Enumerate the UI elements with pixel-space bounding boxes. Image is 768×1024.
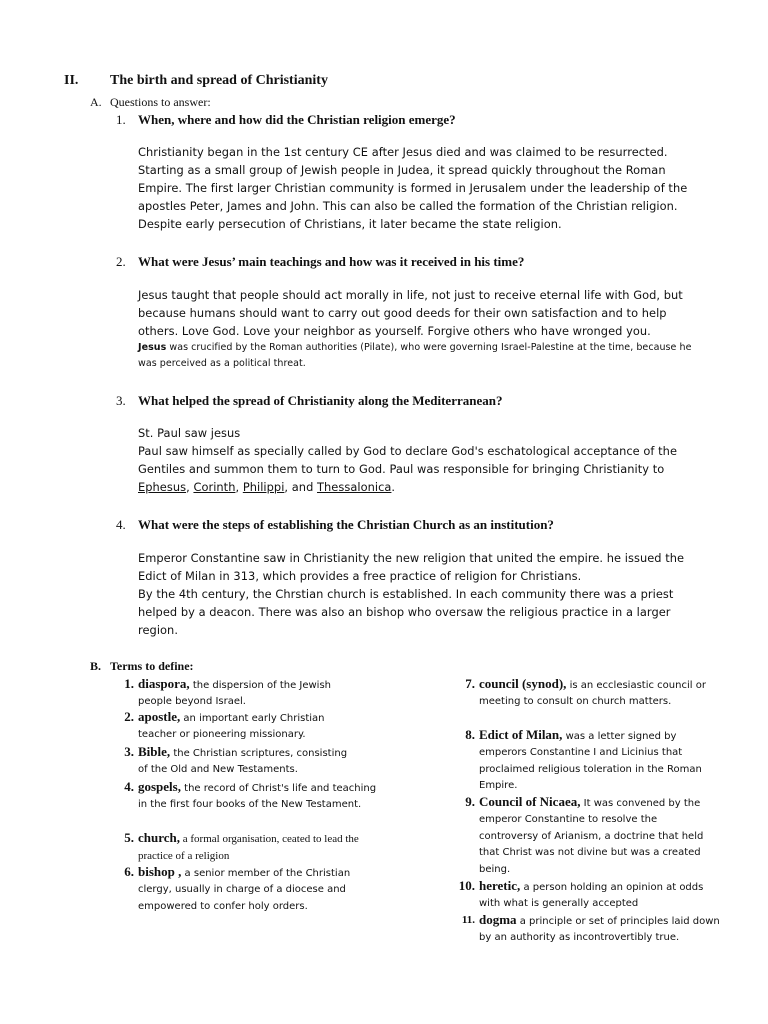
- question-1: [116, 112, 456, 128]
- term-definition: a formal organisation, ceated to lead the practice of a religion: [138, 833, 359, 863]
- link-separator: , and: [284, 480, 318, 494]
- term-number: 6.: [124, 864, 134, 879]
- term-item: [124, 864, 378, 915]
- answer-note-bold: Jesus: [138, 342, 167, 353]
- term-word: Bible,: [138, 744, 171, 759]
- questions-heading-label: Questions to answer:: [110, 95, 211, 109]
- term-item: [465, 676, 719, 711]
- answer-4: [138, 549, 698, 639]
- question-number: 1.: [116, 112, 126, 127]
- link-ephesus[interactable]: Ephesus: [138, 480, 187, 494]
- answer-note-text: was crucified by the Roman authorities (Pilate), who were governing Israel-Palestine at the time, because he was perceived as a political threat.: [138, 342, 692, 369]
- link-corinth[interactable]: Corinth: [193, 480, 236, 494]
- question-3: [116, 393, 502, 409]
- question-text: What were Jesus’ main teachings and how was it received in his time?: [138, 254, 525, 269]
- term-number: 10.: [458, 878, 475, 893]
- questions-heading-letter: A.: [90, 95, 102, 109]
- question-4: [116, 517, 554, 533]
- term-definition: It was convened by the emperor Constantine to resolve the controversy of Arianism, a doctrine that held that Christ was not divine but was a created being.: [479, 798, 704, 875]
- term-word: bishop ,: [138, 864, 182, 879]
- answer-text: Christianity began in the 1st century CE after Jesus died and was claimed to be resurrected. Starting as a small group of Jewish people in Judea, it spread quickly throughout the Roman Empire. The first larger Christian community is formed in Jerusalem under the leadership of the apostles Peter, James and John. This can also be called the formation of the Christian religion. Despite early persecution of Christians, it later became the state religion.: [138, 145, 688, 231]
- question-2: [116, 254, 524, 270]
- answer-line-1: St. Paul saw jesus: [138, 426, 241, 440]
- term-word: council (synod),: [479, 676, 567, 691]
- term-definition: a principle or set of principles laid down by an authority as incontrovertibly true.: [479, 916, 720, 944]
- term-word: apostle,: [138, 709, 181, 724]
- term-number: 8.: [465, 727, 475, 742]
- term-definition: was a letter signed by emperors Constantine I and Licinius that proclaimed religious toleration in the Roman Empire.: [479, 731, 702, 792]
- link-separator: ,: [186, 480, 194, 494]
- term-item: [124, 709, 348, 744]
- term-definition: the dispersion of the Jewish people beyond Israel.: [138, 680, 332, 708]
- sentence-end: .: [391, 480, 396, 494]
- section-number: II.: [64, 73, 79, 88]
- term-word: Council of Nicaea,: [479, 794, 581, 809]
- term-definition: the Christian scriptures, consisting of the Old and New Testaments.: [138, 748, 348, 776]
- term-definition: is an ecclesiastic council or meeting to consult on church matters.: [479, 680, 706, 708]
- term-definition: the record of Christ's life and teaching in the first four books of the New Testament.: [138, 783, 377, 811]
- question-text: What were the steps of establishing the Christian Church as an institution?: [138, 517, 554, 532]
- question-text: What helped the spread of Christianity along the Mediterranean?: [138, 393, 503, 408]
- term-item: [124, 779, 378, 814]
- term-word: Edict of Milan,: [479, 727, 563, 742]
- question-number: 2.: [116, 254, 126, 269]
- term-item: [465, 727, 724, 795]
- term-number: 7.: [465, 676, 475, 691]
- answer-text: Paul saw himself as specially called by God to declare God's eschatological acceptance of the Gentiles and summon them to turn to God. Paul was responsible for bringing Christianity to: [138, 444, 678, 476]
- term-item: [461, 912, 724, 947]
- term-word: diaspora,: [138, 676, 190, 691]
- answer-paragraph-2: By the 4th century, the Chrstian church is established. In each community there was a priest helped by a deacon. There was also an bishop who oversaw the religious practice in a larger region.: [138, 587, 674, 637]
- term-word: dogma: [479, 912, 517, 927]
- answer-paragraph-1: Emperor Constantine saw in Christianity the new religion that united the empire. he issued the Edict of Milan in 313, which provides a free practice of religion for Christians.: [138, 551, 685, 583]
- question-text: When, where and how did the Christian religion emerge?: [138, 112, 456, 127]
- answer-3: [138, 424, 698, 496]
- term-item: [124, 830, 368, 866]
- link-separator: ,: [235, 480, 243, 494]
- answer-1: [138, 143, 698, 233]
- term-word: heretic,: [479, 878, 521, 893]
- term-number: 9.: [465, 794, 475, 809]
- link-philippi[interactable]: Philippi: [242, 480, 285, 494]
- term-definition: a person holding an opinion at odds with what is generally accepted: [479, 882, 704, 910]
- term-number: 11.: [461, 914, 475, 926]
- term-item: [124, 676, 338, 711]
- term-number: 2.: [124, 709, 134, 724]
- answer-note: [138, 340, 698, 372]
- question-number: 3.: [116, 393, 126, 408]
- questions-heading: [90, 95, 211, 110]
- answer-line-2: [138, 442, 698, 496]
- term-number: 5.: [124, 830, 134, 845]
- term-item: [124, 744, 358, 779]
- section-title: The birth and spread of Christianity: [110, 73, 328, 88]
- link-thessalonica[interactable]: Thessalonica: [317, 480, 392, 494]
- terms-heading: [90, 659, 194, 674]
- term-number: 1.: [124, 676, 134, 691]
- term-word: gospels,: [138, 779, 181, 794]
- question-number: 4.: [116, 517, 126, 532]
- answer-2: [138, 286, 698, 372]
- term-item: [458, 878, 709, 913]
- term-definition: a senior member of the Christian clergy, usually in charge of a diocese and empowered to confer holy orders.: [138, 868, 351, 912]
- terms-heading-letter: B.: [90, 659, 102, 673]
- term-item: [465, 794, 719, 878]
- term-number: 4.: [124, 779, 134, 794]
- term-number: 3.: [124, 744, 134, 759]
- answer-text: Jesus taught that people should act morally in life, not just to receive eternal life with God, but because humans should want to carry out good deeds for their own satisfaction and to help others. Love God. Love your neighbor as yourself. Forgive others who have wronged you.: [138, 288, 683, 338]
- term-definition: an important early Christian teacher or pioneering missionary.: [138, 713, 325, 741]
- term-word: church,: [138, 830, 181, 845]
- terms-heading-label: Terms to define:: [110, 659, 194, 673]
